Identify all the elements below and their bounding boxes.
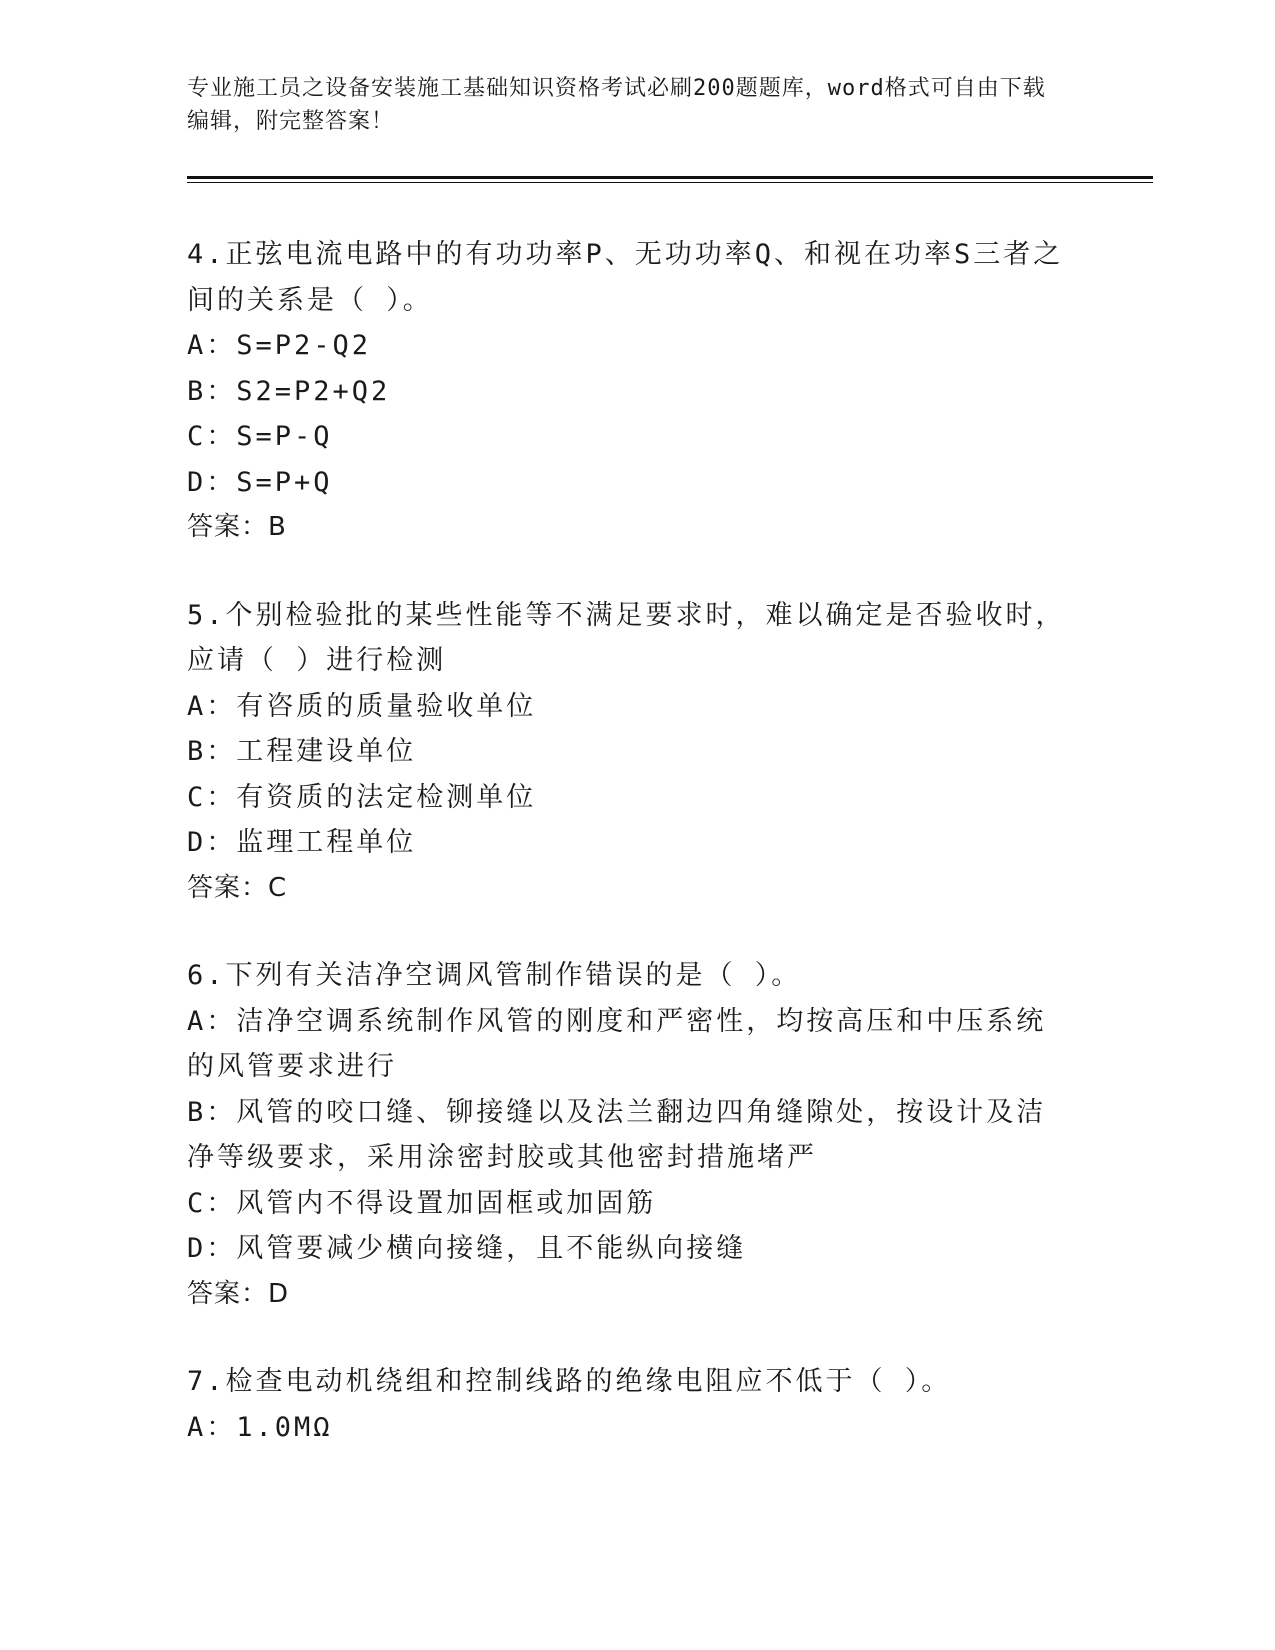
question-7 bbox=[187, 1359, 1067, 1450]
answer-line: 答案：C bbox=[187, 872, 288, 903]
option-d: D：风管要减少横向接缝，且不能纵向接缝 bbox=[187, 1233, 747, 1264]
option-a: A：有咨质的质量验收单位 bbox=[187, 690, 537, 722]
option-b: B：风管的咬口缝、铆接缝以及法兰翻边四角缝隙处，按设计及洁净等级要求，采用涂密封胶或其他密封措施堵严 bbox=[187, 1096, 1047, 1173]
document-header: 专业施工员之设备安装施工基础知识资格考试必刷200题题库，word格式可自由下载编辑，附完整答案！ bbox=[187, 76, 1046, 134]
question-stem: 4.正弦电流电路中的有功功率P、无功功率Q、和视在功率S三者之间的关系是（ ）。 bbox=[187, 239, 1064, 316]
question-4 bbox=[187, 232, 1067, 551]
option-a: A：洁净空调系统制作风管的刚度和严密性，均按高压和中压系统的风管要求进行 bbox=[187, 1005, 1047, 1082]
header-rule-thick bbox=[187, 176, 1153, 179]
option-b: B：S2=P2+Q2 bbox=[187, 375, 391, 407]
option-a: A：S=P2-Q2 bbox=[187, 330, 372, 361]
option-c: C：S=P-Q bbox=[187, 421, 333, 452]
option-b: B：工程建设单位 bbox=[187, 736, 417, 767]
option-c: C：有资质的法定检测单位 bbox=[187, 781, 537, 813]
option-d: D：监理工程单位 bbox=[187, 827, 417, 858]
question-stem: 5.个别检验批的某些性能等不满足要求时，难以确定是否验收时，应请（ ）进行检测 bbox=[187, 599, 1066, 676]
answer-line: 答案：D bbox=[187, 1278, 290, 1309]
question-6 bbox=[187, 953, 1067, 1317]
header-rule-thin bbox=[187, 182, 1153, 183]
question-stem: 6.下列有关洁净空调风管制作错误的是（ ）。 bbox=[187, 960, 802, 991]
answer-line: 答案：B bbox=[187, 512, 287, 542]
option-c: C：风管内不得设置加固框或加固筋 bbox=[187, 1187, 657, 1219]
option-d: D：S=P+Q bbox=[187, 466, 333, 498]
question-5 bbox=[187, 593, 1067, 912]
question-list bbox=[187, 232, 1067, 1492]
option-a: A：1.0MΩ bbox=[187, 1411, 333, 1443]
question-stem: 7.检查电动机绕组和控制线路的绝缘电阻应不低于（ ）。 bbox=[187, 1366, 952, 1397]
